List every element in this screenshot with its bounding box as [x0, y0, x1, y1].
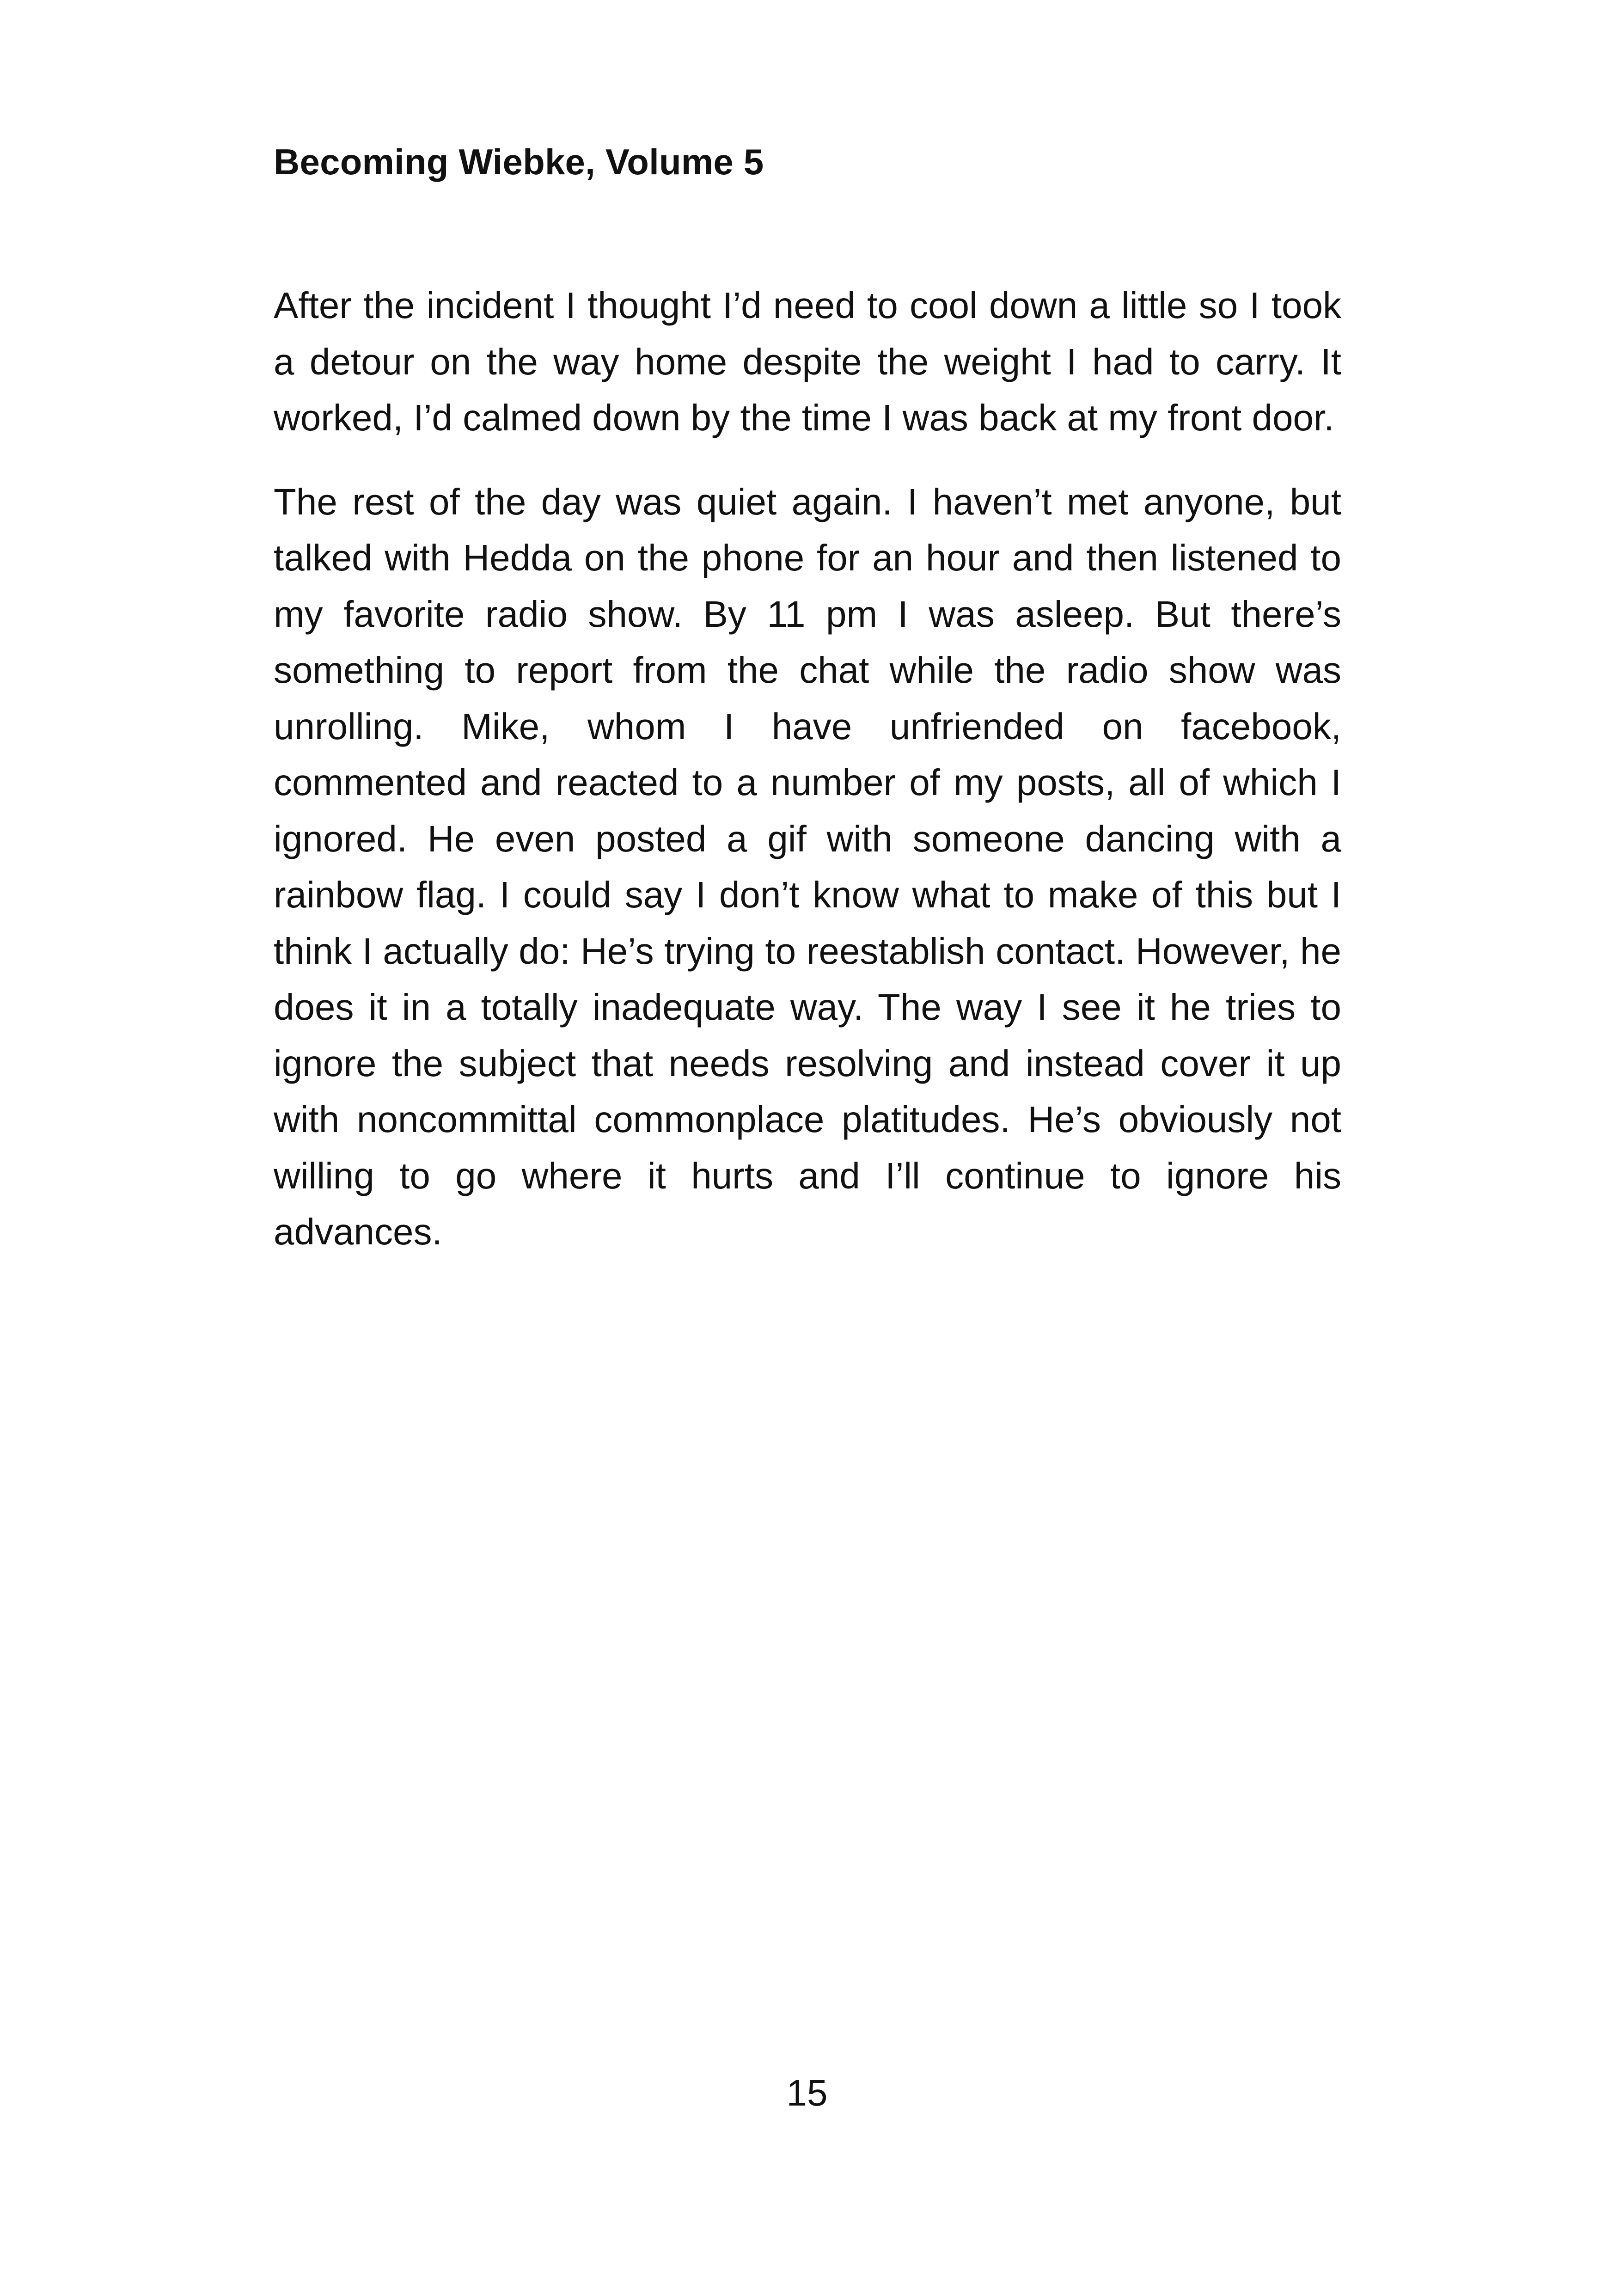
paragraph: The rest of the day was quiet again. I haven’t met anyone, but talked with Hedda on the phone for an hour and then listened to my favorite radio show. By 11 pm I was asleep. But there’s something to report from the chat while the radio show was unrolling. Mike, whom I have unfriended on facebook, commented and reacted to a number of my posts, all of which I ignored. He even posted a gif with someone dancing with a rainbow flag. I could say I don’t know what to make of this but I think I actually do: He’s trying to reestablish contact. However, he does it in a totally inadequate way. The way I see it he tries to ignore the subject that needs resolving and instead cover it up with noncommittal commonplace platitudes. He’s obviously not willing to go where it hurts and I’ll continue to ignore his advances. [274, 481, 1341, 1252]
body-text [274, 277, 1341, 1288]
paragraph: After the incident I thought I’d need to cool down a little so I took a detour on the way home despite the weight I had to carry. It worked, I’d calmed down by the time I was back at my front door. [274, 285, 1341, 438]
page-number: 15 [786, 2072, 828, 2113]
running-header-title: Becoming Wiebke, Volume 5 [274, 141, 764, 182]
